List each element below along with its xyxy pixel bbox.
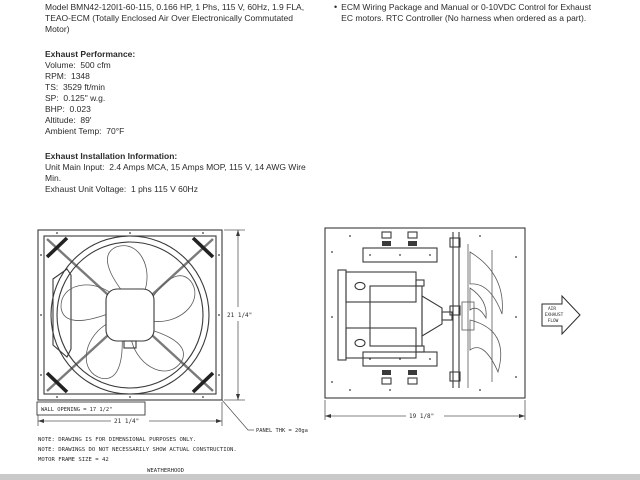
- airflow-label-3: FLOW: [547, 319, 559, 324]
- airflow-arrow: [542, 296, 580, 334]
- installation-line-2: Min.: [45, 173, 62, 183]
- side-view-drawing: [320, 222, 590, 427]
- model-description: [45, 2, 337, 35]
- depth-dimension: [325, 400, 525, 420]
- hub-mount-tab: [124, 341, 136, 348]
- performance-row-sp: SP: 0.125" w.g.: [45, 93, 106, 103]
- depth-dimension-label: 19 1/8": [409, 413, 435, 420]
- performance-section: [45, 49, 337, 137]
- mounting-holes: [331, 235, 517, 391]
- performance-row-rpm: RPM: 1348: [45, 71, 90, 81]
- panel-thickness-callout: [222, 400, 308, 434]
- ecm-wiring-bullet: [334, 2, 634, 24]
- bullet-icon: •: [334, 2, 338, 12]
- shutter-blade: [53, 269, 71, 357]
- width-dimension-label: 21 1/4": [114, 418, 140, 425]
- motor-body: [370, 286, 422, 346]
- performance-row-ts: TS: 3529 ft/min: [45, 82, 105, 92]
- installation-line-3: Exhaust Unit Voltage: 1 phs 115 V 60Hz: [45, 184, 198, 194]
- front-view-drawing: [35, 225, 325, 440]
- motor-lower-mount: [346, 328, 416, 358]
- performance-row-ambient: Ambient Temp: 70°F: [45, 126, 125, 136]
- motor-upper-mount: [346, 272, 416, 302]
- mount-tab: [416, 346, 424, 352]
- weatherhood-label: WEATHERHOOD: [147, 468, 185, 474]
- spacer: [45, 35, 337, 49]
- installation-section: [45, 151, 337, 195]
- spec-text-column: [45, 2, 337, 195]
- airflow-label-1: AIR: [548, 307, 556, 312]
- performance-row-bhp: BHP: 0.023: [45, 104, 91, 114]
- airflow-label-2: EXHAUST: [544, 313, 564, 318]
- installation-line-1: Unit Main Input: 2.4 Amps MCA, 15 Amps MOP, 115 V, 14 AWG Wire: [45, 162, 306, 172]
- motor-bolt: [355, 339, 365, 346]
- bullet-line-1: ECM Wiring Package and Manual or 0-10VDC Control for Exhaust: [341, 2, 592, 12]
- note-1: NOTE: DRAWING IS FOR DIMENSIONAL PURPOSES ONLY.: [38, 437, 197, 443]
- wall-opening-label: WALL OPENING = 17 1/2": [41, 407, 113, 413]
- housing-frame: [325, 228, 525, 398]
- top-motor-bracket: [363, 232, 437, 262]
- bottom-motor-bracket: [363, 352, 437, 384]
- mount-tab: [416, 280, 424, 286]
- wall-panel: [450, 232, 460, 388]
- panel-thickness-label: PANEL THK = 20ga: [256, 428, 308, 434]
- performance-row-volume: Volume: 500 cfm: [45, 60, 111, 70]
- motor-nose: [422, 296, 442, 336]
- note-3: MOTOR FRAME SIZE = 42: [38, 457, 109, 463]
- model-line-2: TEAO-ECM (Totally Enclosed Air Over Electronically Commutated: [45, 13, 293, 23]
- model-line-3: Motor): [45, 24, 70, 34]
- height-dimension-label: 21 1/4": [227, 312, 253, 319]
- motor-bolt: [355, 282, 365, 289]
- spacer: [45, 137, 337, 151]
- wall-opening-callout: [37, 402, 145, 415]
- bullet-line-2: EC motors. RTC Controller (No harness when ordered as a part).: [341, 13, 587, 23]
- options-column: [334, 2, 634, 24]
- bottom-gray-bar: [0, 474, 640, 480]
- motor-hub: [106, 289, 154, 341]
- model-line-1: Model BMN42-120I1-60-115, 0.166 HP, 1 Phs, 115 V, 60Hz, 1.9 FLA,: [45, 2, 305, 12]
- motor-support-channel: [338, 270, 346, 360]
- installation-heading: Exhaust Installation Information:: [45, 151, 178, 161]
- note-2: NOTE: DRAWINGS DO NOT NECESSARILY SHOW ACTUAL CONSTRUCTION.: [38, 447, 237, 453]
- performance-heading: Exhaust Performance:: [45, 49, 136, 59]
- fan-blade-profile: [462, 244, 502, 388]
- height-dimension: [224, 230, 252, 400]
- performance-row-altitude: Altitude: 89': [45, 115, 92, 125]
- bullet-text: [341, 2, 591, 24]
- motor-assembly: [338, 270, 452, 360]
